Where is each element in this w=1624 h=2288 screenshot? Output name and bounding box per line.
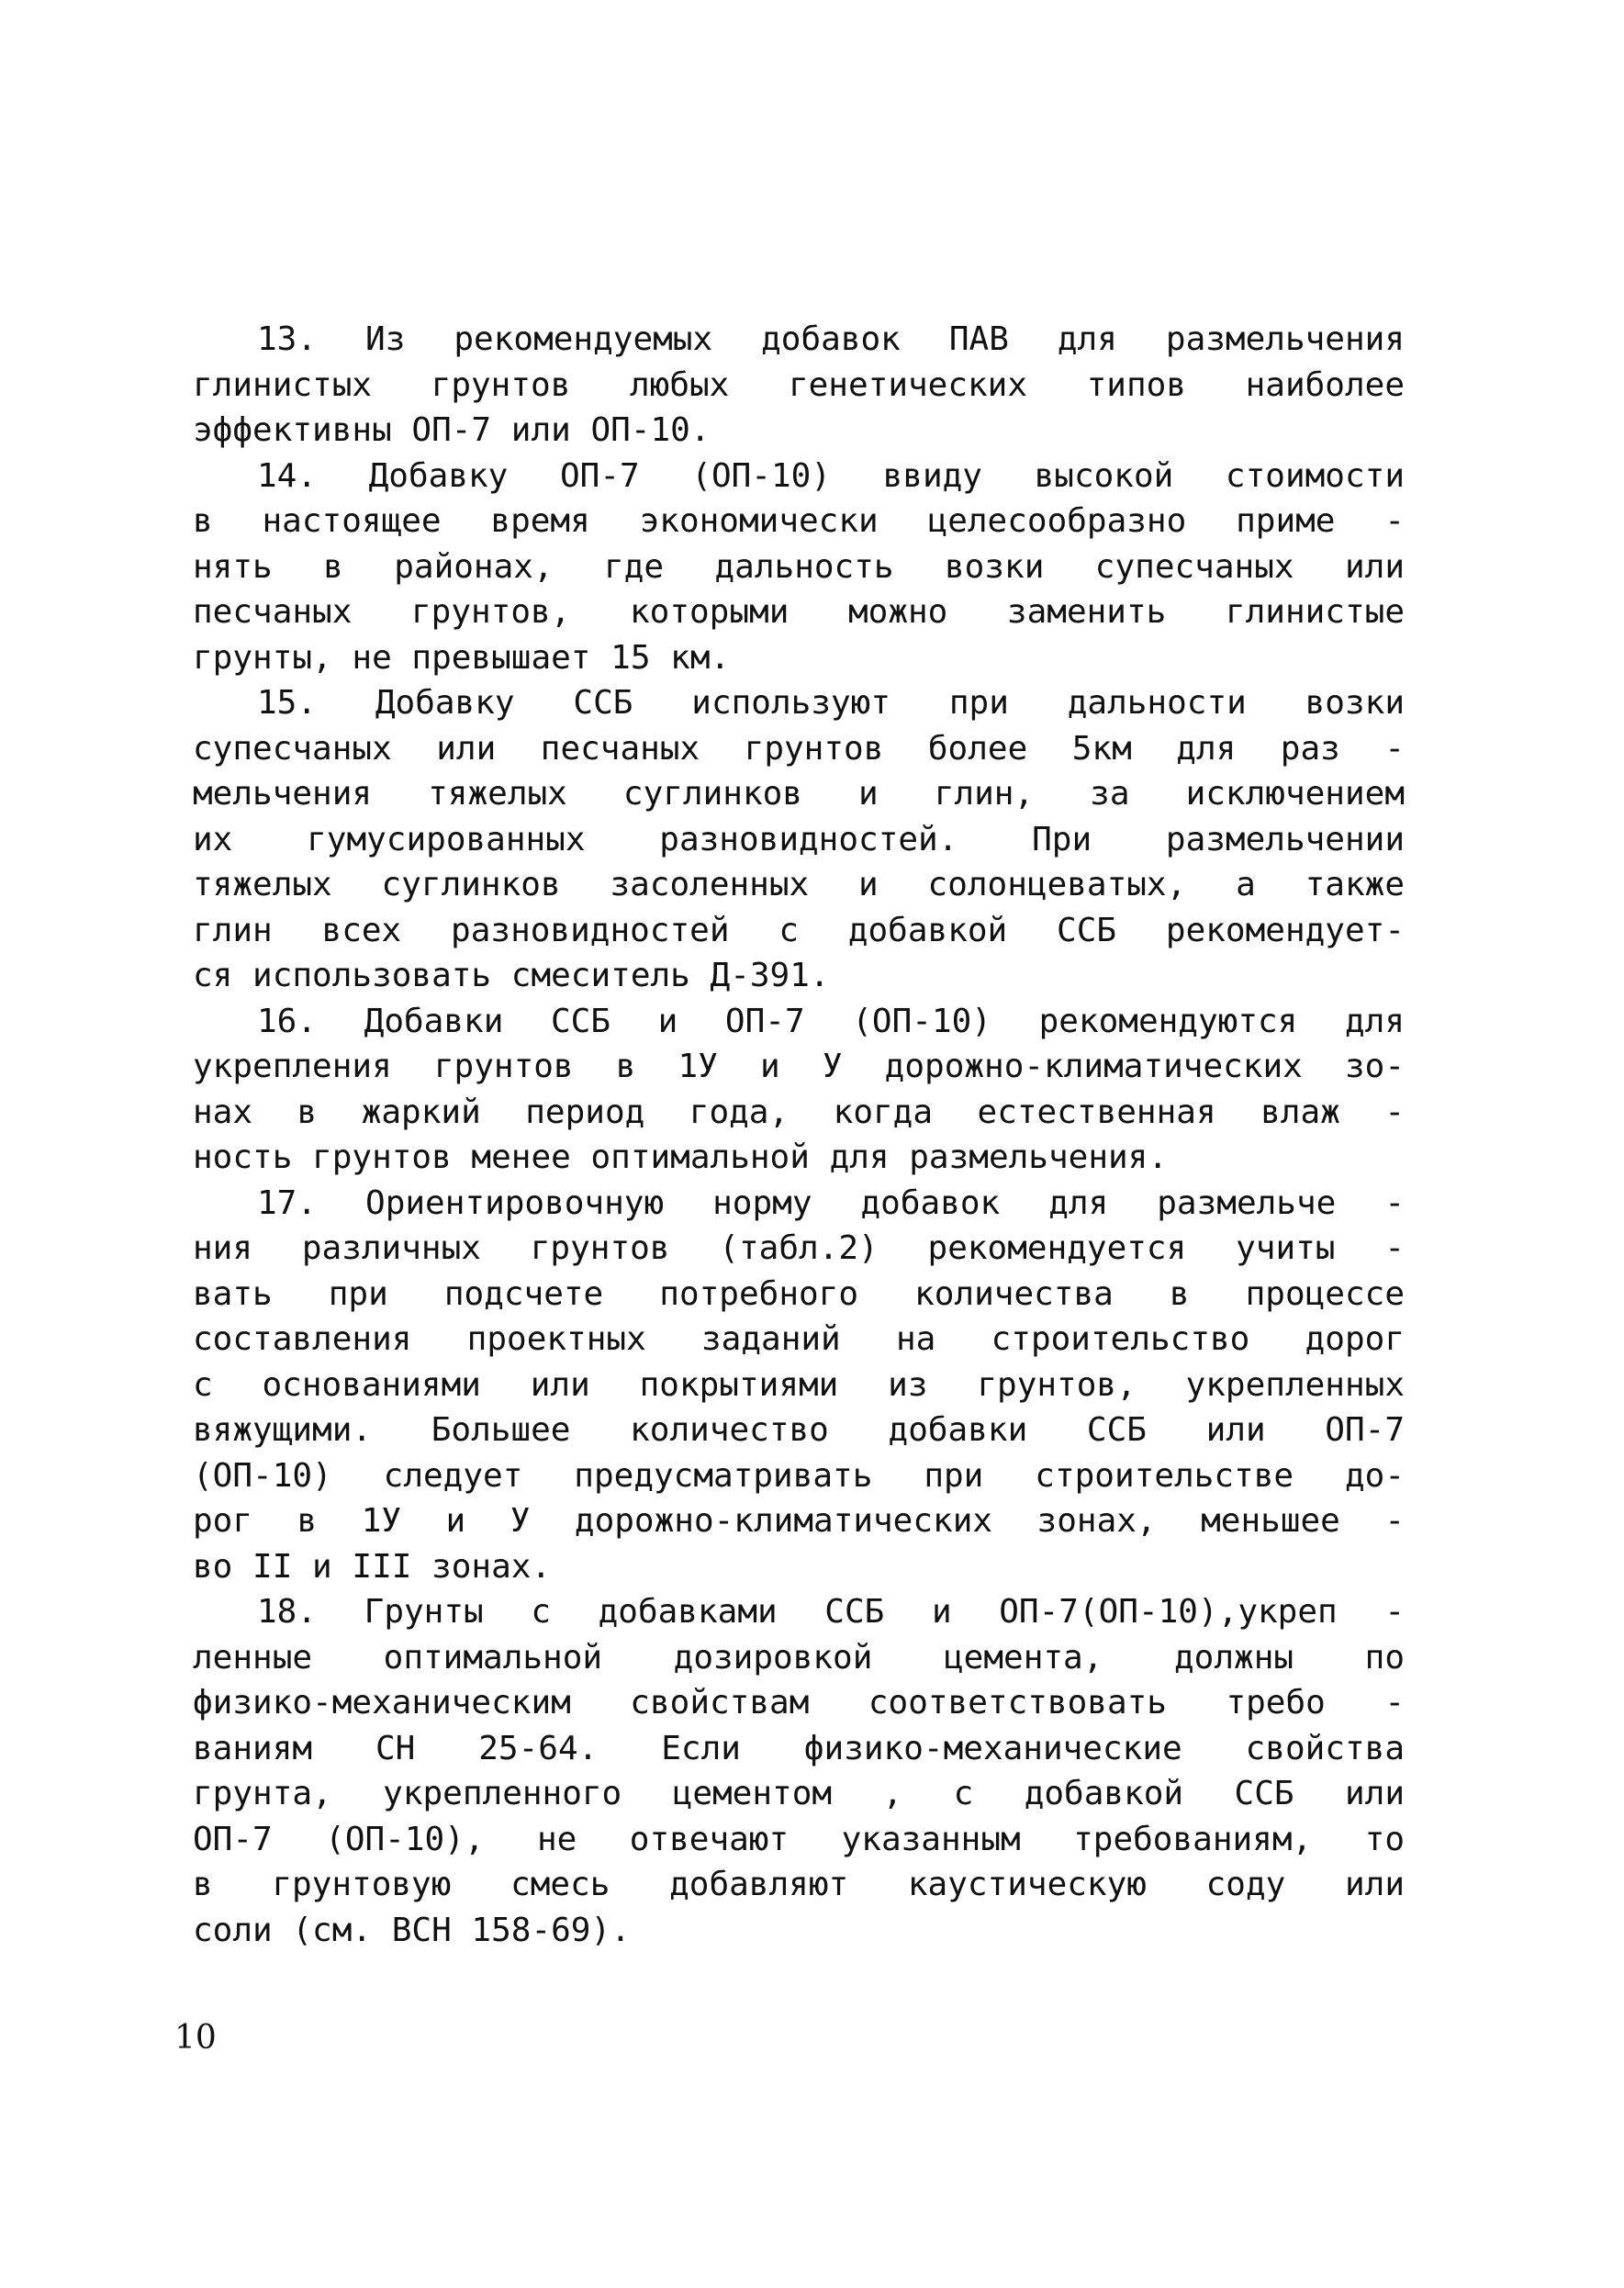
paragraph-17 [193,1181,1405,1590]
text-line: песчаных грунтов, которыми можно заменить глинистые [193,593,1405,631]
text-line: (ОП-10) следует предусматривать при строительстве до- [193,1456,1405,1495]
paragraph-16 [193,999,1405,1181]
page-number: 10 [174,2019,217,2057]
text-line: в грунтовую смесь добавляют каустическую соду или [193,1866,1405,1903]
text-line: с основаниями или покрытиями из грунтов, укрепленных [193,1365,1405,1404]
text-line: 14. Добавку ОП-7 (ОП-10) ввиду высокой стоимости [257,456,1405,495]
text-line: ваниям СН 25-64. Если физико-механические свойства [193,1729,1405,1767]
text-line: нах в жаркий период года, когда естественная влаж - [193,1093,1405,1131]
text-line: 18. Грунты с добавками ССБ и ОП-7(ОП-10),укреп - [257,1593,1405,1631]
text-line: тяжелых суглинков засоленных и солонцеватых, а также [193,866,1405,903]
text-line: вяжущими. Большее количество добавки ССБ или ОП-7 [193,1411,1405,1449]
text-line: ленные оптимальной дозировкой цемента, должны по [193,1638,1405,1677]
text-line: грунты, не превышает 15 км. [193,638,731,677]
text-line: нять в районах, где дальность возки супесчаных или [193,547,1405,586]
text-line: ся использовать смеситель Д-391. [193,957,830,994]
text-line: 17. Ориентировочную норму добавок для размельче - [257,1183,1405,1222]
text-line: эффективны ОП-7 или ОП-10. [193,411,711,449]
text-line: во II и III зонах. [193,1547,552,1586]
text-line: 15. Добавку ССБ используют при дальности возки [257,684,1405,722]
body-text [193,317,1405,1953]
text-line: мельчения тяжелых суглинков и глин, за исключением [193,775,1405,813]
text-line: физико-механическим свойствам соответствовать требо - [193,1684,1405,1722]
text-line: ОП-7 (ОП-10), не отвечают указанным требованиям, то [193,1820,1405,1858]
text-line: рог в 1У и У дорожно-климатических зонах, меньшее - [193,1502,1405,1540]
paragraph-18 [193,1589,1405,1953]
text-line: грунта, укрепленного цементом , с добавкой ССБ или [193,1775,1405,1812]
text-line: укрепления грунтов в 1У и У дорожно-климатических зо- [193,1048,1405,1085]
paragraph-13 [193,317,1405,454]
text-line: составления проектных заданий на строительство дорог [193,1320,1405,1358]
text-line: ния различных грунтов (табл.2) рекомендуется учиты - [193,1229,1405,1267]
text-line: ность грунтов менее оптимальной для размельчения. [193,1138,1169,1176]
paragraph-15 [193,680,1405,999]
text-line: в настоящее время экономически целесообразно приме - [193,502,1405,540]
text-line: вать при подсчете потребного количества в процессе [193,1274,1405,1313]
text-line: их гумусированных разновидностей. При размельчении [193,820,1405,858]
text-line: 13. Из рекомендуемых добавок ПАВ для размельчения [257,320,1405,358]
text-line: соли (см. ВСН 158-69). [193,1911,631,1949]
paragraph-14 [193,454,1405,681]
text-line: глин всех разновидностей с добавкой ССБ рекомендует- [193,911,1405,949]
text-line: глинистых грунтов любых генетических типов наиболее [193,365,1405,404]
text-line: супесчаных или песчаных грунтов более 5км для раз - [193,729,1405,768]
text-line: 16. Добавки ССБ и ОП-7 (ОП-10) рекомендуются для [257,1002,1405,1040]
